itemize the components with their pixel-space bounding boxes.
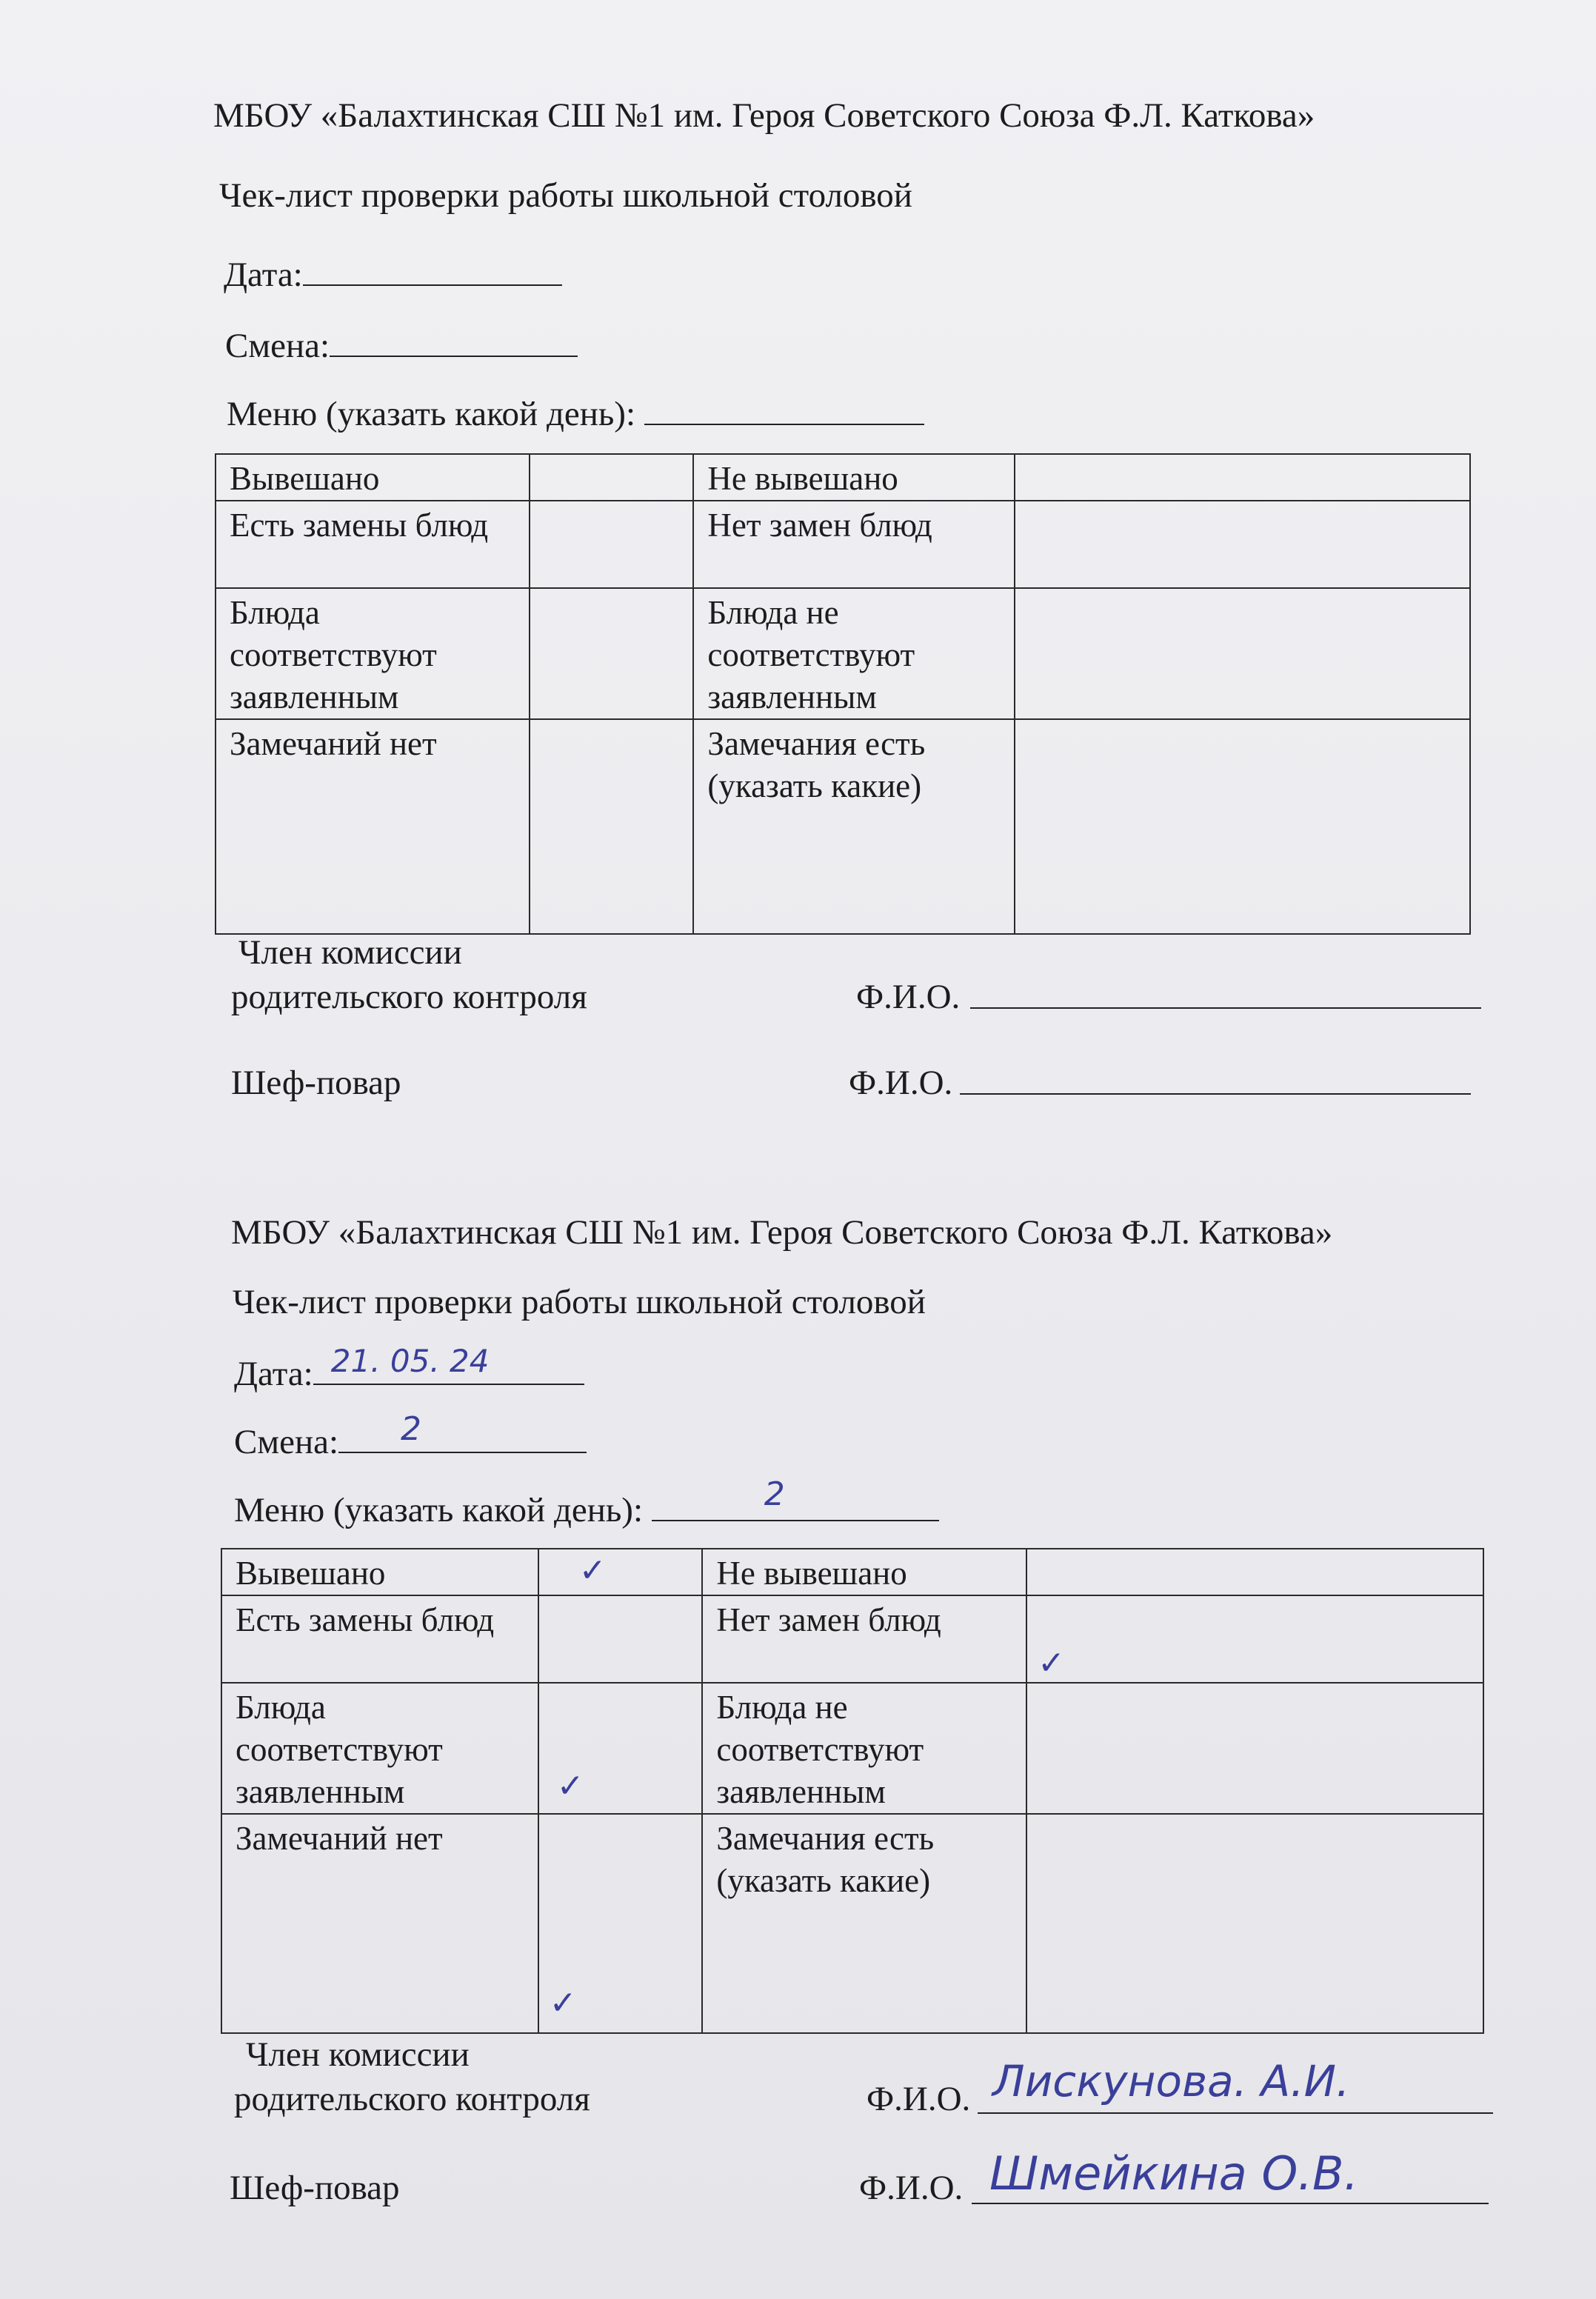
fio-label: Ф.И.О. [867, 2080, 971, 2118]
fio-label: Ф.И.О. [859, 2169, 964, 2207]
shift-field[interactable] [338, 1410, 587, 1453]
checklist-form-1 [0, 0, 1596, 1126]
cell-label: Замечания есть (указать какие) [693, 719, 1015, 934]
chef-signature: Шмейкина О.В. [989, 2146, 1359, 2200]
school-name: МБОУ «Балахтинская СШ №1 им. Героя Советского Союза Ф.Л. Каткова» [231, 1213, 1333, 1252]
fio-label: Ф.И.О. [856, 978, 961, 1016]
check-cell[interactable] [1015, 719, 1470, 934]
check-cell[interactable] [538, 1683, 703, 1814]
menu-field[interactable] [652, 1475, 939, 1521]
check-cell[interactable] [538, 1595, 703, 1683]
shift-label: Смена: [234, 1423, 339, 1461]
date-label: Дата: [234, 1355, 313, 1393]
menu-label: Меню (указать какой день): [234, 1491, 644, 1529]
check-cell[interactable] [1015, 588, 1470, 719]
member-label-2: родительского контроля [231, 978, 587, 1016]
check-cell[interactable] [530, 588, 694, 719]
cell-label: Замечаний нет [221, 1814, 538, 2033]
date-row [224, 252, 562, 296]
chef-signature-line[interactable] [960, 1092, 1471, 1095]
table-row [216, 719, 1470, 934]
fio-label: Ф.И.О. [849, 1064, 953, 1102]
member-label-2: родительского контроля [234, 2080, 590, 2118]
shift-row [234, 1410, 587, 1463]
member-signature: Лискунова. А.И. [992, 2056, 1350, 2106]
form-title: Чек-лист проверки работы школьной столовой [233, 1283, 926, 1321]
menu-field[interactable] [644, 391, 924, 425]
member-label: Член комиссии [238, 933, 462, 972]
check-mark: ✓ [578, 1552, 607, 1589]
cell-label: Блюда не соответствуют заявленным [702, 1683, 1026, 1814]
form-title: Чек-лист проверки работы школьной столовой [219, 176, 912, 215]
cell-label: Не вывешано [693, 454, 1015, 501]
cell-label: Не вывешано [702, 1549, 1026, 1595]
cell-label: Нет замен блюд [693, 501, 1015, 588]
member-signature-line[interactable] [978, 2111, 1493, 2114]
shift-row [225, 323, 578, 367]
chef-label: Шеф-повар [231, 1064, 401, 1102]
table-row [216, 501, 1470, 588]
chef-label: Шеф-повар [230, 2169, 400, 2207]
cell-label: Есть замены блюд [221, 1595, 538, 1683]
shift-field[interactable] [330, 323, 578, 357]
cell-label: Замечаний нет [216, 719, 530, 934]
check-cell[interactable] [530, 719, 694, 934]
check-mark: ✓ [1038, 1644, 1066, 1682]
shift-label: Смена: [225, 327, 330, 365]
check-mark: ✓ [549, 1984, 577, 2022]
check-cell[interactable] [530, 501, 694, 588]
cell-label: Есть замены блюд [216, 501, 530, 588]
checklist-table [215, 453, 1471, 935]
cell-label: Блюда соответствуют заявленным [221, 1683, 538, 1814]
shift-value: 2 [401, 1410, 422, 1448]
cell-label: Блюда соответствуют заявленным [216, 588, 530, 719]
cell-label: Блюда не соответствуют заявленным [693, 588, 1015, 719]
menu-row [234, 1475, 939, 1531]
checklist-form-2 [0, 1096, 1596, 2222]
date-field[interactable] [313, 1343, 584, 1385]
menu-label: Меню (указать какой день): [227, 395, 636, 433]
table-row [221, 1595, 1483, 1683]
date-field[interactable] [303, 252, 562, 286]
check-cell[interactable] [538, 1549, 703, 1595]
check-cell[interactable] [1015, 454, 1470, 501]
check-cell[interactable] [1026, 1814, 1483, 2033]
cell-label: Замечания есть (указать какие) [702, 1814, 1026, 2033]
cell-label: Вывешано [216, 454, 530, 501]
date-value: 21. 05. 24 [330, 1343, 490, 1379]
chef-signature-line[interactable] [972, 2201, 1489, 2204]
cell-label: Нет замен блюд [702, 1595, 1026, 1683]
check-cell[interactable] [1026, 1549, 1483, 1595]
checklist-table [221, 1548, 1484, 2034]
table-row [221, 1683, 1483, 1814]
menu-row [227, 391, 924, 435]
cell-label: Вывешано [221, 1549, 538, 1595]
check-mark: ✓ [556, 1767, 584, 1805]
table-row [221, 1549, 1483, 1595]
table-row [221, 1814, 1483, 2033]
menu-value: 2 [764, 1475, 785, 1513]
table-row [216, 588, 1470, 719]
date-label: Дата: [224, 256, 303, 294]
check-cell[interactable] [530, 454, 694, 501]
check-cell[interactable] [538, 1814, 703, 2033]
member-label: Член комиссии [246, 2035, 470, 2074]
check-cell[interactable] [1015, 501, 1470, 588]
table-row [216, 454, 1470, 501]
school-name: МБОУ «Балахтинская СШ №1 им. Героя Советского Союза Ф.Л. Каткова» [213, 96, 1315, 135]
date-row [234, 1343, 584, 1395]
check-cell[interactable] [1026, 1595, 1483, 1683]
member-signature-line[interactable] [970, 1006, 1481, 1009]
check-cell[interactable] [1026, 1683, 1483, 1814]
